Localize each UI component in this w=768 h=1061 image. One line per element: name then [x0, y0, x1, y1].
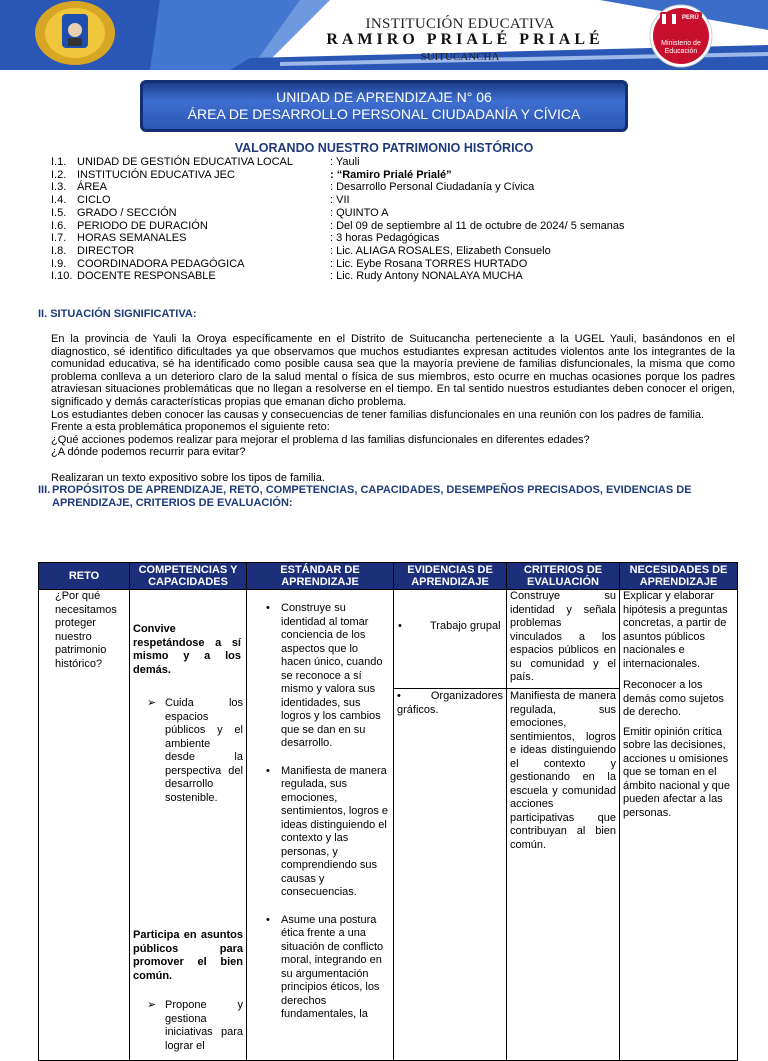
row-label: INSTITUCIÓN EDUCATIVA JEC — [77, 168, 235, 181]
cell-necesidades — [620, 590, 738, 1061]
unit-title-box — [140, 80, 628, 132]
row-number: I.1. — [51, 156, 67, 168]
learning-table — [38, 562, 738, 1061]
header-estandar: ESTÁNDAR DE APRENDIZAJE — [247, 563, 394, 590]
row-number: I.4. — [51, 194, 67, 207]
header-necesidades: NECESIDADES DE APRENDIZAJE — [620, 563, 738, 590]
evidencia-2 — [397, 690, 503, 717]
unit-number: UNIDAD DE APRENDIZAJE N° 06 — [276, 89, 492, 105]
row-number: I.6. — [51, 219, 67, 232]
estandar-text: Construye su identidad al tomar conciencia de los aspectos que lo hacen único, cuando se reconoce a sí mismo y valora sus identidades, sus logros y los cambios que se dan en su desarrollo. — [281, 602, 383, 749]
estandar-item — [266, 914, 390, 1022]
row-label: COORDINADORA PEDAGÓGICA — [77, 257, 245, 270]
row-number: I.3. — [51, 181, 67, 194]
criterio-2: Manifiesta de manera regulada, sus emociones, sentimientos, logros e ideas distinguiendo el contexto y gestionando en la escuela y comunidad acciones participativas que contribuyan al bien común. — [510, 690, 616, 851]
row-value: : VII — [330, 194, 350, 207]
situacion-line: Frente a esta problemática proponemos el siguiente reto: — [51, 421, 330, 434]
row-value: : Lic. Rudy Antony NONALAYA MUCHA — [330, 270, 523, 283]
situacion-line: Los estudiantes deben conocer las causas y consecuencias de tener familias disfuncionales en una reunión con los padres de familia. — [51, 408, 705, 421]
ministry-label: Ministerio de Educación — [661, 40, 701, 55]
institution-label: INSTITUCIÓN EDUCATIVA — [365, 16, 555, 32]
necesidad-item: Emitir opinión crítica sobre las decisiones, acciones u omisiones que se toman en el ámbito nacional y que pueden afectar a las personas. — [623, 725, 731, 819]
bullet-icon: • — [266, 602, 270, 614]
section-heading-propositos: PROPÓSITOS DE APRENDIZAJE, RETO, COMPETENCIAS, CAPACIDADES, DESEMPEÑOS PRECISADOS, EVIDENCIAS DE APRENDIZAJE, CRITERIOS DE EVALUACIÓN: — [52, 484, 692, 509]
row-label: HORAS SEMANALES — [77, 232, 187, 245]
section-number: III. — [38, 484, 51, 496]
row-value: : “Ramiro Prialé Prialé” — [330, 168, 452, 181]
evidencia-text: Organizadores gráficos. — [397, 690, 503, 716]
row-label: DOCENTE RESPONSABLE — [77, 270, 216, 283]
reto-text: ¿Por qué necesitamos proteger nuestro patrimonio histórico? — [55, 590, 117, 670]
row-label: PERIODO DE DURACIÓN — [77, 219, 208, 232]
country-label: PERÚ — [682, 15, 699, 21]
row-value: : Del 09 de septiembre al 11 de octubre de 2024/ 5 semanas — [330, 219, 625, 232]
row-value: : Lic. Eybe Rosana TORRES HURTADO — [330, 257, 528, 270]
ministry-logo-icon — [648, 4, 714, 68]
row-value: : 3 horas Pedagógicas — [330, 232, 440, 245]
header-banner — [0, 0, 768, 70]
page-title: VALORANDO NUESTRO PATRIMONIO HISTÓRICO — [234, 141, 534, 155]
row-value: : Yauli — [330, 156, 360, 168]
header-criterios: CRITERIOS DE EVALUACIÓN — [507, 563, 620, 590]
cell-competencias — [130, 590, 247, 1061]
section-heading-situacion: II. SITUACIÓN SIGNIFICATIVA: — [38, 308, 197, 320]
institution-name: RAMIRO PRIALÉ PRIALÉ — [326, 31, 604, 48]
capacidad-2 — [147, 999, 243, 1053]
row-number: I.9. — [51, 257, 67, 270]
row-number: I.5. — [51, 206, 67, 219]
situacion-question: ¿A dónde podemos recurrir para evitar? — [51, 446, 246, 459]
bullet-icon: • — [266, 913, 270, 926]
situacion-paragraph: En la provincia de Yauli la Oroya específicamente en el Distrito de Suitucancha perteneciente a la UGEL Yauli, basándonos en el diagnostico, sé identifico dificultades ya que observamos que muchos estudiantes expresan actitudes violentos ante los integrantes de la comunidad educativa, sé ha identificado como posible causa sea que la mayoría previene de familias disfuncionales, la misma que como problema conlleva a un deterioro claro de la salud mental o física de sus miembros, esto ocurre en muchas ocasiones porque los padres atraviesan situaciones problemáticas que no llegan a resolverse en el tiempo. En tal sentido nuestros estudiantes deben conocer el origen, significado y demás características propias que emanan dicho problema. — [51, 333, 735, 408]
necesidad-item: Reconocer a los demás como sujetos de derecho. — [623, 679, 724, 718]
institution-place: SUITUCANCHA — [420, 51, 500, 63]
criterio-1: Construye su identidad y señala problemas vinculados a los espacios públicos en su comunidad y el país. — [510, 590, 616, 683]
unit-area: ÁREA DE DESARROLLO PERSONAL CIUDADANÍA Y CÍVICA — [187, 106, 581, 122]
cell-reto — [39, 590, 130, 1061]
row-value: : Desarrollo Personal Ciudadanía y Cívica — [330, 181, 535, 194]
row-label: DIRECTOR — [77, 244, 135, 257]
header-competencias: COMPETENCIAS Y CAPACIDADES — [130, 563, 247, 590]
competencia-1: Convive respetándose a sí mismo y a los demás. — [133, 623, 241, 676]
necesidad-item: Explicar y elaborar hipótesis a preguntas concretas, a partir de asuntos públicos nacionales e internacionales. — [623, 590, 728, 670]
row-value: : QUINTO A — [330, 206, 389, 219]
row-label: CICLO — [77, 194, 111, 207]
evidencia-text: Trabajo grupal — [430, 620, 501, 632]
competencia-2: Participa en asuntos públicos para promover el bien común. — [133, 929, 243, 982]
situacion-question: ¿Qué acciones podemos realizar para mejorar el problema d las familias disfuncionales en diferentes edades? — [51, 433, 590, 446]
school-crest-icon — [32, 0, 118, 66]
evidencia-1 — [398, 620, 506, 634]
bullet-icon: • — [266, 764, 270, 777]
table-header-row — [39, 563, 738, 590]
estandar-text: Manifiesta de manera regulada, sus emociones, sentimientos, logros e ideas distinguiendo el contexto y las personas, y comprendiendo sus causas y consecuencias. — [281, 764, 388, 898]
header-evidencias: EVIDENCIAS DE APRENDIZAJE — [394, 563, 507, 590]
estandar-text: Asume una postura ética frente a una situación de conflicto moral, integrando en su argumentación principios éticos, los derechos fundamentales, la — [281, 913, 384, 1020]
header-reto: RETO — [39, 563, 130, 590]
row-number: I.2. — [51, 168, 67, 181]
row-number: I.7. — [51, 232, 67, 245]
row-label: ÁREA — [77, 181, 107, 194]
arrow-bullet-icon: ➢ — [147, 999, 157, 1011]
situacion-line: Realizaran un texto expositivo sobre los tipos de familia. — [51, 471, 325, 484]
row-label: UNIDAD DE GESTIÓN EDUCATIVA LOCAL — [77, 156, 293, 168]
estandar-item — [266, 602, 390, 751]
row-value: : Lic. ALIAGA ROSALES, Elizabeth Consuelo — [330, 244, 551, 257]
capacidad-text: Propone y gestiona iniciativas para lograr el — [165, 999, 243, 1052]
arrow-bullet-icon: ➢ — [147, 697, 157, 709]
row-number: I.10. — [51, 270, 73, 283]
estandar-item — [266, 765, 390, 900]
capacidad-1 — [147, 697, 243, 805]
row-divider — [394, 688, 506, 689]
row-number: I.8. — [51, 244, 67, 257]
cell-criterios — [507, 590, 620, 1061]
situacion-text — [51, 333, 735, 485]
cell-estandar — [247, 590, 394, 1061]
row-label: GRADO / SECCIÓN — [77, 206, 177, 219]
bullet-icon: • — [397, 690, 401, 702]
row-divider — [507, 688, 619, 689]
bullet-icon: • — [398, 620, 402, 632]
table-row — [39, 590, 738, 1061]
capacidad-text: Cuida los espacios públicos y el ambiente desde la perspectiva del desarrollo sostenible. — [165, 697, 243, 804]
cell-evidencias — [394, 590, 507, 1061]
